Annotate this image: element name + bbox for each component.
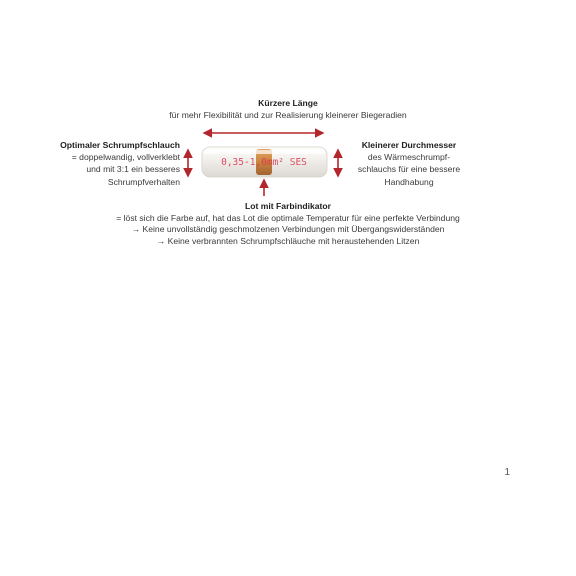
annotation-line: → Keine unvollständig geschmolzenen Verbindungen mit Übergangswiderständen bbox=[131, 224, 445, 234]
solder-sleeve-connector bbox=[202, 147, 327, 177]
heading-kleinerer-durchmesser: Kleinerer Durchmesser bbox=[361, 140, 457, 150]
heading-optimaler-schrumpfschlauch: Optimaler Schrumpfschlauch bbox=[60, 140, 180, 150]
description-kuerzere-laenge: für mehr Flexibilität und zur Realisierung kleinerer Biegeradien bbox=[169, 110, 407, 120]
annotation-line: schlauchs für eine bessere bbox=[357, 164, 461, 175]
tube-imprint: 0,35-1,0mm² SES bbox=[221, 157, 307, 168]
annotation-line: Handhabung bbox=[384, 176, 434, 187]
annotation-line: → Keine verbrannten Schrumpfschläuche mit heraustehenden Litzen bbox=[156, 236, 420, 246]
annotation-line: des Wärmeschrumpf- bbox=[367, 152, 451, 163]
heading-lot-mit-farbindikator: Lot mit Farbindikator bbox=[245, 201, 331, 211]
annotation-line: = löst sich die Farbe auf, hat das Lot die optimale Temperatur für eine perfekte Verbindung bbox=[116, 213, 460, 223]
annotation-line: = doppelwandig, vollverklebt bbox=[71, 152, 180, 163]
page-number: 1 bbox=[504, 467, 510, 478]
annotation-line: und mit 3:1 ein besseres bbox=[86, 164, 180, 175]
annotation-line: Schrumpfverhalten bbox=[107, 176, 180, 187]
heading-kuerzere-laenge: Kürzere Länge bbox=[258, 98, 318, 108]
